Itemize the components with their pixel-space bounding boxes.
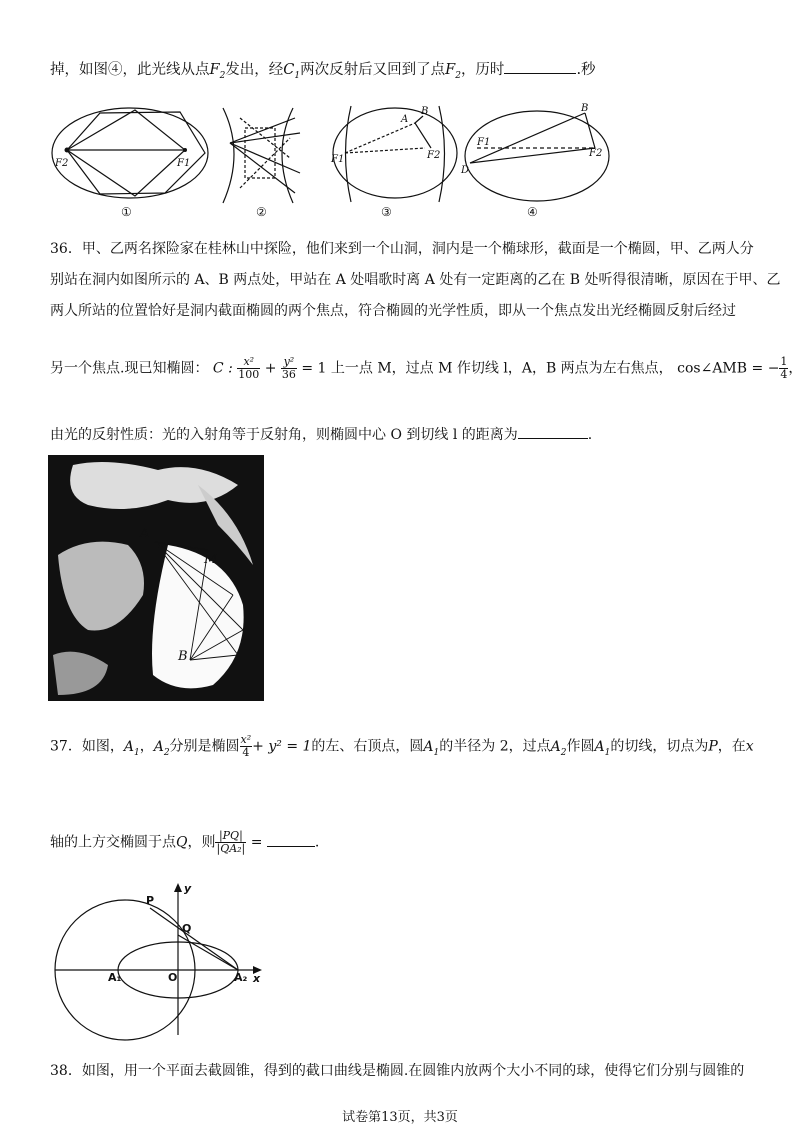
q37-line2: 轴的上方交椭圆于点Q，则 $\frac{|PQ|}{\text{|QA₂|}}$ = . — [50, 829, 320, 855]
page-footer: 试卷第13页，共3页 — [342, 1110, 458, 1125]
figure-label-2: ② — [256, 205, 267, 219]
q36-line2: 别站在洞内如图所示的 A、B 两点处，甲站在 A 处唱歌时离 A 处有一定距离的乙在 B 处听得很清晰，原因在于甲、乙 — [50, 272, 781, 288]
fraction-x2-100: $\frac{\text{x²}}{100}$ — [238, 355, 260, 381]
svg-text:P: P — [146, 894, 155, 907]
q35-text-mid1: 发出，经 — [225, 62, 284, 78]
q36-line3: 两人所站的位置恰好是洞内截面椭圆的两个焦点，符合椭圆的光学性质，即从一个焦点发出光经椭圆反射后经过 — [50, 303, 736, 319]
q38-line1: 38．如图，用一个平面去截圆锥，得到的截口曲线是椭圆.在圆锥内放两个大小不同的球，使得它们分别与圆锥的 — [50, 1063, 745, 1079]
svg-text:F1: F1 — [331, 154, 345, 165]
a2-symbol: $A_2$ — [153, 738, 170, 758]
q35-text-mid2: 两次反射后又回到了点 — [300, 62, 446, 78]
c1-symbol: $C_1$ — [283, 62, 301, 81]
a1-symbol-2: $A_1$ — [423, 738, 440, 758]
ellipse-c-label: C : — [212, 360, 233, 377]
answer-blank[interactable] — [504, 59, 576, 74]
svg-text:A: A — [401, 114, 409, 125]
svg-text:x: x — [253, 972, 261, 985]
svg-text:B: B — [581, 103, 589, 114]
cave-photo — [48, 455, 264, 701]
cos-expression: cos∠AMB = − — [677, 360, 780, 377]
a1-symbol-3: $A_1$ — [594, 738, 611, 758]
fraction-y2-36: $\frac{\text{y²}}{36}$ — [281, 355, 296, 381]
svg-text:Q: Q — [182, 922, 192, 935]
svg-text:A₁: A₁ — [108, 971, 122, 984]
q36-line1: 36．甲、乙两名探险家在桂林山中探险，他们来到一个山洞，洞内是一个椭球形，截面是一个椭圆，甲、乙两人分 — [50, 241, 754, 257]
q36-line4: 另一个焦点.现已知椭圆： C : $\frac{\text{x²}}{100}$ + $\frac{\text{y²}}{36}$ = 1 上一点 M，过点 M 作切线 l，A，B 两点为左右焦点， cos∠AMB = − $\frac{1}{4}$ ， — [50, 355, 802, 381]
figure-label-1: ① — [121, 205, 132, 219]
q35-text-end: .秒 — [576, 62, 596, 78]
f2-symbol: $F_2$ — [209, 62, 226, 81]
a2-symbol-2: $A_2$ — [550, 738, 567, 758]
q35-tail-line — [50, 58, 596, 81]
svg-text:F1: F1 — [177, 158, 191, 169]
q35-text-post: ，历时 — [460, 62, 505, 78]
f2-symbol-2: $F_2$ — [445, 62, 461, 81]
svg-text:M: M — [204, 552, 218, 567]
q37-line1: 37．如图，$A_1$，$A_2$分别是椭圆 $\frac{\text{x²}}{4}$ + y² = 1的左、右顶点，圆$A_1$的半径为 2，过点$A_2$作圆$A_1$的切线，切点为P，在x — [50, 733, 754, 759]
figure-label-3: ③ — [381, 205, 392, 219]
svg-text:A: A — [140, 526, 150, 541]
svg-text:O: O — [168, 971, 178, 984]
svg-text:B: B — [178, 649, 188, 664]
svg-text:F1: F1 — [477, 137, 491, 148]
fraction-x2-4: $\frac{\text{x²}}{4}$ — [240, 733, 252, 759]
svg-text:F2: F2 — [427, 150, 441, 161]
q36-line5: 由光的反射性质：光的入射角等于反射角，则椭圆中心 O 到切线 l 的距离为 . — [50, 424, 592, 444]
q37-graph — [50, 880, 270, 1040]
svg-text:F2: F2 — [55, 158, 69, 169]
fraction-1-4: $\frac{1}{4}$ — [780, 355, 788, 381]
q35-text-pre: 掉，如图④，此光线从点 — [50, 62, 210, 78]
answer-blank[interactable] — [518, 424, 588, 439]
svg-text:y: y — [184, 882, 192, 895]
a1-symbol: $A_1$ — [123, 738, 140, 758]
fraction-pq-qa2: $\frac{|PQ|}{\text{|QA₂|}}$ — [216, 829, 246, 855]
answer-blank[interactable] — [267, 832, 315, 847]
figure-label-4: ④ — [527, 205, 538, 219]
svg-text:F2: F2 — [589, 148, 603, 159]
svg-text:B: B — [421, 106, 429, 117]
svg-text:A₂: A₂ — [234, 971, 248, 984]
svg-text:D: D — [461, 165, 470, 176]
